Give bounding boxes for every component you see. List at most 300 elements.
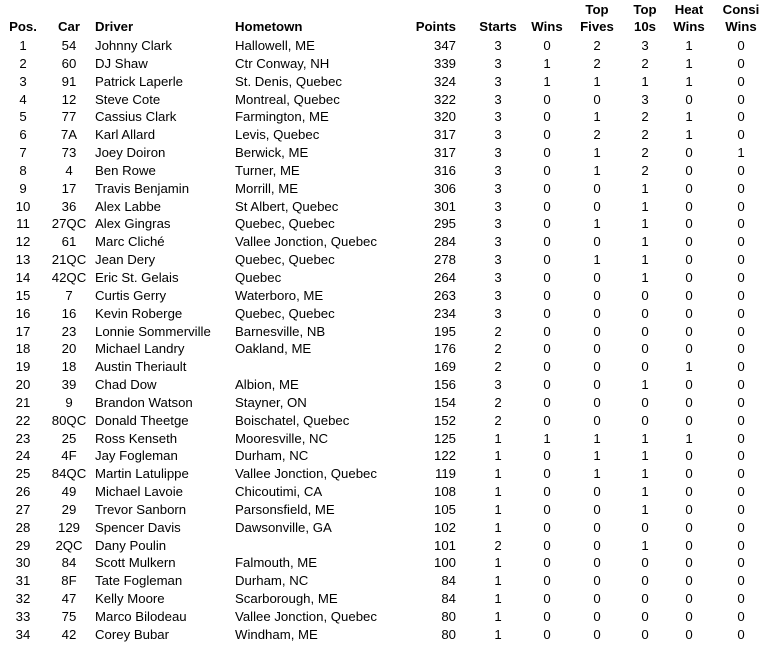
cell-starts: 3 bbox=[494, 38, 502, 53]
cell-heat-wins: 0 bbox=[685, 145, 693, 161]
cell-top-tens: 0 bbox=[641, 323, 649, 339]
cell-car: 20 bbox=[61, 341, 77, 357]
cell-pos: 30 bbox=[15, 555, 31, 571]
cell-top-tens: 0 bbox=[641, 394, 649, 410]
cell-driver: Steve Cote bbox=[95, 91, 161, 107]
cell-top-tens: 2 bbox=[641, 109, 649, 125]
cell-top-fives: 0 bbox=[593, 591, 601, 607]
cell-hometown: Dawsonville, GA bbox=[235, 519, 332, 535]
cell-heat-wins: 0 bbox=[685, 573, 693, 589]
cell-car: 8F bbox=[61, 573, 77, 589]
header-row bbox=[0, 0, 770, 37]
table-row bbox=[0, 519, 770, 537]
cell-hometown: Levis, Quebec bbox=[235, 127, 320, 143]
cell-car: 16 bbox=[61, 305, 77, 321]
cell-heat-wins: 0 bbox=[685, 555, 693, 571]
cell-consi-wins: 0 bbox=[737, 109, 745, 125]
cell-car: 129 bbox=[57, 519, 80, 535]
cell-wins: 0 bbox=[543, 180, 551, 196]
cell-top-fives: 1 bbox=[593, 109, 601, 125]
cell-car: 42 bbox=[61, 626, 77, 642]
table-row bbox=[0, 608, 770, 626]
cell-starts: 3 bbox=[494, 91, 502, 107]
cell-pos: 6 bbox=[19, 127, 27, 143]
cell-heat-wins: 0 bbox=[685, 609, 693, 624]
cell-top-fives: 0 bbox=[593, 377, 601, 393]
cell-top-fives: 0 bbox=[593, 484, 601, 500]
cell-top-fives: 0 bbox=[593, 305, 601, 321]
cell-top-tens: 0 bbox=[641, 287, 649, 303]
cell-heat-wins: 0 bbox=[685, 180, 693, 196]
header-heat-wins-line1: Heat bbox=[674, 2, 704, 17]
table-row bbox=[0, 287, 770, 305]
cell-heat-wins: 0 bbox=[685, 323, 693, 339]
header-top-tens bbox=[622, 1, 668, 35]
cell-heat-wins: 1 bbox=[685, 359, 693, 375]
cell-car: 75 bbox=[61, 609, 77, 624]
cell-starts: 3 bbox=[494, 198, 502, 214]
cell-wins: 0 bbox=[543, 305, 551, 321]
cell-wins: 0 bbox=[543, 127, 551, 143]
cell-consi-wins: 0 bbox=[737, 91, 745, 107]
table-row bbox=[0, 55, 770, 73]
cell-starts: 1 bbox=[494, 448, 502, 464]
cell-heat-wins: 0 bbox=[685, 412, 693, 428]
cell-driver: Marc Cliché bbox=[95, 234, 165, 250]
cell-car: 29 bbox=[61, 501, 77, 517]
cell-points: 317 bbox=[433, 127, 456, 143]
cell-pos: 2 bbox=[19, 55, 27, 71]
cell-consi-wins: 0 bbox=[737, 162, 745, 178]
cell-top-fives: 0 bbox=[593, 323, 601, 339]
cell-top-tens: 1 bbox=[641, 180, 649, 196]
cell-top-fives: 2 bbox=[593, 127, 601, 143]
cell-hometown: Quebec, Quebec bbox=[235, 216, 335, 232]
cell-car: 23 bbox=[61, 323, 77, 339]
cell-top-fives: 0 bbox=[593, 573, 601, 589]
cell-points: 347 bbox=[433, 38, 456, 53]
header-heat-wins-line2: Wins bbox=[673, 19, 705, 34]
cell-car: 9 bbox=[65, 394, 73, 410]
cell-heat-wins: 0 bbox=[685, 466, 693, 482]
cell-top-tens: 0 bbox=[641, 305, 649, 321]
cell-heat-wins: 0 bbox=[685, 216, 693, 232]
cell-points: 122 bbox=[433, 448, 456, 464]
cell-wins: 0 bbox=[543, 626, 551, 642]
cell-car: 7A bbox=[60, 127, 78, 143]
cell-car: 4F bbox=[61, 448, 77, 464]
table-row bbox=[0, 430, 770, 448]
cell-wins: 0 bbox=[543, 145, 551, 161]
cell-top-fives: 0 bbox=[593, 501, 601, 517]
cell-hometown: Mooresville, NC bbox=[235, 430, 329, 446]
cell-starts: 3 bbox=[494, 269, 502, 285]
cell-starts: 2 bbox=[494, 359, 502, 375]
cell-hometown: Durham, NC bbox=[235, 448, 309, 464]
cell-top-tens: 1 bbox=[641, 269, 649, 285]
cell-driver: Chad Dow bbox=[95, 377, 157, 393]
cell-driver: Ross Kenseth bbox=[95, 430, 178, 446]
cell-top-fives: 2 bbox=[593, 38, 601, 53]
cell-top-tens: 1 bbox=[641, 430, 649, 446]
cell-driver: Michael Landry bbox=[95, 341, 185, 357]
cell-wins: 0 bbox=[543, 269, 551, 285]
cell-pos: 9 bbox=[19, 180, 27, 196]
cell-pos: 20 bbox=[15, 377, 31, 393]
cell-top-tens: 1 bbox=[641, 466, 649, 482]
cell-driver: Martin Latulippe bbox=[95, 466, 189, 482]
cell-car: 7 bbox=[65, 287, 73, 303]
cell-car: 18 bbox=[61, 359, 77, 375]
cell-car: 84 bbox=[61, 555, 77, 571]
cell-top-tens: 0 bbox=[641, 341, 649, 357]
cell-driver: Alex Labbe bbox=[95, 198, 161, 214]
cell-pos: 16 bbox=[15, 305, 31, 321]
cell-wins: 0 bbox=[543, 252, 551, 268]
cell-pos: 4 bbox=[19, 91, 27, 107]
header-consi-wins-line2: Wins bbox=[725, 19, 757, 34]
table-row bbox=[0, 162, 770, 180]
cell-car: 61 bbox=[61, 234, 77, 250]
cell-consi-wins: 0 bbox=[737, 198, 745, 214]
cell-consi-wins: 0 bbox=[737, 287, 745, 303]
cell-car: 2QC bbox=[55, 537, 83, 553]
cell-heat-wins: 1 bbox=[685, 430, 693, 446]
cell-driver: Alex Gingras bbox=[95, 216, 171, 232]
cell-starts: 3 bbox=[494, 145, 502, 161]
table-row bbox=[0, 198, 770, 216]
cell-wins: 0 bbox=[543, 412, 551, 428]
cell-starts: 3 bbox=[494, 305, 502, 321]
cell-heat-wins: 1 bbox=[685, 73, 693, 89]
cell-starts: 1 bbox=[494, 555, 502, 571]
cell-wins: 0 bbox=[543, 198, 551, 214]
header-wins: Wins bbox=[531, 19, 563, 34]
cell-pos: 33 bbox=[15, 609, 31, 624]
cell-driver: Dany Poulin bbox=[95, 537, 167, 553]
cell-consi-wins: 0 bbox=[737, 216, 745, 232]
cell-hometown: Ctr Conway, NH bbox=[235, 55, 330, 71]
table-row bbox=[0, 251, 770, 269]
cell-consi-wins: 0 bbox=[737, 555, 745, 571]
cell-heat-wins: 0 bbox=[685, 448, 693, 464]
cell-hometown: Turner, ME bbox=[235, 162, 300, 178]
cell-top-tens: 1 bbox=[641, 377, 649, 393]
cell-hometown: Hallowell, ME bbox=[235, 38, 315, 53]
cell-points: 324 bbox=[433, 73, 456, 89]
cell-pos: 18 bbox=[15, 341, 31, 357]
cell-pos: 10 bbox=[15, 198, 31, 214]
cell-points: 339 bbox=[433, 55, 456, 71]
table-row bbox=[0, 554, 770, 572]
cell-top-tens: 0 bbox=[641, 412, 649, 428]
cell-heat-wins: 1 bbox=[685, 127, 693, 143]
table-row bbox=[0, 37, 770, 55]
cell-starts: 2 bbox=[494, 537, 502, 553]
cell-top-tens: 0 bbox=[641, 519, 649, 535]
cell-consi-wins: 0 bbox=[737, 359, 745, 375]
cell-hometown: Berwick, ME bbox=[235, 145, 309, 161]
cell-starts: 3 bbox=[494, 377, 502, 393]
cell-consi-wins: 1 bbox=[737, 145, 745, 161]
cell-car: 39 bbox=[61, 377, 77, 393]
cell-driver: Ben Rowe bbox=[95, 162, 156, 178]
cell-top-fives: 1 bbox=[593, 448, 601, 464]
cell-top-tens: 2 bbox=[641, 55, 649, 71]
cell-heat-wins: 0 bbox=[685, 198, 693, 214]
cell-top-fives: 0 bbox=[593, 341, 601, 357]
cell-consi-wins: 0 bbox=[737, 38, 745, 53]
header-pos: Pos. bbox=[9, 19, 37, 34]
cell-top-tens: 0 bbox=[641, 359, 649, 375]
cell-consi-wins: 0 bbox=[737, 466, 745, 482]
cell-top-tens: 0 bbox=[641, 609, 649, 624]
cell-top-fives: 0 bbox=[593, 234, 601, 250]
cell-top-fives: 1 bbox=[593, 216, 601, 232]
table-row bbox=[0, 340, 770, 358]
cell-driver: Spencer Davis bbox=[95, 519, 181, 535]
cell-hometown: Falmouth, ME bbox=[235, 555, 318, 571]
cell-top-fives: 0 bbox=[593, 609, 601, 624]
cell-wins: 0 bbox=[543, 109, 551, 125]
cell-heat-wins: 0 bbox=[685, 394, 693, 410]
cell-hometown: Chicoutimi, CA bbox=[235, 484, 323, 500]
cell-pos: 21 bbox=[15, 394, 31, 410]
cell-starts: 3 bbox=[494, 55, 502, 71]
cell-consi-wins: 0 bbox=[737, 609, 745, 624]
cell-starts: 3 bbox=[494, 127, 502, 143]
cell-wins: 0 bbox=[543, 394, 551, 410]
cell-top-tens: 0 bbox=[641, 573, 649, 589]
cell-wins: 0 bbox=[543, 287, 551, 303]
cell-starts: 3 bbox=[494, 180, 502, 196]
cell-driver: Tate Fogleman bbox=[95, 573, 183, 589]
cell-consi-wins: 0 bbox=[737, 448, 745, 464]
cell-points: 152 bbox=[433, 412, 456, 428]
cell-hometown: Oakland, ME bbox=[235, 341, 312, 357]
cell-driver: Eric St. Gelais bbox=[95, 269, 179, 285]
header-hometown: Hometown bbox=[235, 19, 303, 34]
cell-wins: 0 bbox=[543, 537, 551, 553]
cell-consi-wins: 0 bbox=[737, 323, 745, 339]
cell-wins: 0 bbox=[543, 162, 551, 178]
cell-top-fives: 0 bbox=[593, 269, 601, 285]
cell-car: 80QC bbox=[51, 412, 87, 428]
cell-consi-wins: 0 bbox=[737, 73, 745, 89]
cell-driver: Lonnie Sommerville bbox=[95, 323, 211, 339]
cell-top-fives: 1 bbox=[593, 466, 601, 482]
cell-pos: 15 bbox=[15, 287, 31, 303]
cell-points: 316 bbox=[433, 162, 456, 178]
cell-car: 47 bbox=[61, 591, 77, 607]
cell-points: 102 bbox=[433, 519, 456, 535]
cell-top-fives: 1 bbox=[593, 145, 601, 161]
cell-car: 36 bbox=[61, 198, 77, 214]
cell-starts: 3 bbox=[494, 109, 502, 125]
cell-points: 108 bbox=[433, 484, 456, 500]
cell-starts: 3 bbox=[494, 216, 502, 232]
cell-driver: Brandon Watson bbox=[95, 394, 193, 410]
cell-wins: 0 bbox=[543, 466, 551, 482]
cell-driver: DJ Shaw bbox=[95, 55, 148, 71]
header-starts: Starts bbox=[479, 19, 517, 34]
cell-hometown: Scarborough, ME bbox=[235, 591, 338, 607]
table-row bbox=[0, 144, 770, 162]
cell-wins: 0 bbox=[543, 448, 551, 464]
cell-pos: 26 bbox=[15, 484, 31, 500]
header-top-fives bbox=[574, 1, 620, 35]
cell-heat-wins: 0 bbox=[685, 377, 693, 393]
cell-wins: 1 bbox=[543, 55, 551, 71]
cell-starts: 2 bbox=[494, 323, 502, 339]
cell-consi-wins: 0 bbox=[737, 377, 745, 393]
cell-top-tens: 3 bbox=[641, 38, 649, 53]
cell-pos: 11 bbox=[16, 216, 30, 232]
header-top-tens-line2: 10s bbox=[633, 19, 656, 34]
cell-driver: Cassius Clark bbox=[95, 109, 177, 125]
cell-consi-wins: 0 bbox=[737, 252, 745, 268]
table-row bbox=[0, 537, 770, 555]
cell-pos: 34 bbox=[15, 626, 31, 642]
cell-points: 84 bbox=[441, 591, 456, 607]
cell-top-fives: 0 bbox=[593, 287, 601, 303]
cell-top-tens: 2 bbox=[641, 162, 649, 178]
cell-points: 105 bbox=[433, 501, 456, 517]
cell-pos: 3 bbox=[19, 73, 27, 89]
cell-pos: 29 bbox=[15, 537, 31, 553]
cell-wins: 0 bbox=[543, 519, 551, 535]
cell-top-tens: 1 bbox=[641, 448, 649, 464]
cell-consi-wins: 0 bbox=[737, 412, 745, 428]
cell-pos: 28 bbox=[15, 519, 31, 535]
cell-hometown: Montreal, Quebec bbox=[235, 91, 340, 107]
cell-driver: Marco Bilodeau bbox=[95, 609, 187, 624]
cell-top-fives: 0 bbox=[593, 198, 601, 214]
table-row bbox=[0, 323, 770, 341]
header-points: Points bbox=[415, 19, 456, 34]
cell-driver: Patrick Laperle bbox=[95, 73, 183, 89]
cell-driver: Donald Theetge bbox=[95, 412, 189, 428]
cell-heat-wins: 1 bbox=[685, 38, 693, 53]
cell-starts: 3 bbox=[494, 287, 502, 303]
cell-points: 320 bbox=[433, 109, 456, 125]
cell-starts: 1 bbox=[494, 609, 502, 624]
cell-driver: Austin Theriault bbox=[95, 359, 187, 375]
cell-driver: Curtis Gerry bbox=[95, 287, 167, 303]
cell-starts: 3 bbox=[494, 73, 502, 89]
table-row bbox=[0, 501, 770, 519]
cell-driver: Michael Lavoie bbox=[95, 484, 183, 500]
cell-car: 73 bbox=[61, 145, 77, 161]
cell-starts: 1 bbox=[494, 466, 502, 482]
cell-heat-wins: 0 bbox=[685, 537, 693, 553]
header-heat-wins bbox=[666, 1, 712, 35]
cell-heat-wins: 0 bbox=[685, 305, 693, 321]
cell-car: 42QC bbox=[51, 269, 87, 285]
cell-car: 17 bbox=[61, 180, 77, 196]
cell-driver: Joey Doiron bbox=[95, 145, 166, 161]
cell-heat-wins: 0 bbox=[685, 519, 693, 535]
cell-pos: 1 bbox=[19, 38, 27, 53]
cell-top-fives: 2 bbox=[593, 55, 601, 71]
cell-wins: 0 bbox=[543, 91, 551, 107]
cell-consi-wins: 0 bbox=[737, 626, 745, 642]
table-row bbox=[0, 376, 770, 394]
cell-consi-wins: 0 bbox=[737, 341, 745, 357]
cell-top-fives: 0 bbox=[593, 394, 601, 410]
cell-points: 322 bbox=[433, 91, 456, 107]
cell-hometown: St. Denis, Quebec bbox=[235, 73, 343, 89]
cell-wins: 0 bbox=[543, 609, 551, 624]
cell-car: 27QC bbox=[51, 216, 87, 232]
cell-top-fives: 0 bbox=[593, 626, 601, 642]
cell-heat-wins: 0 bbox=[685, 269, 693, 285]
cell-hometown: Parsonsfield, ME bbox=[235, 501, 335, 517]
cell-starts: 1 bbox=[494, 484, 502, 500]
cell-top-tens: 0 bbox=[641, 555, 649, 571]
cell-driver: Trevor Sanborn bbox=[95, 501, 187, 517]
cell-consi-wins: 0 bbox=[737, 127, 745, 143]
cell-starts: 1 bbox=[494, 430, 502, 446]
cell-top-fives: 0 bbox=[593, 180, 601, 196]
cell-points: 156 bbox=[433, 377, 456, 393]
cell-heat-wins: 1 bbox=[685, 55, 693, 71]
cell-hometown: Barnesville, NB bbox=[235, 323, 326, 339]
cell-points: 125 bbox=[433, 430, 456, 446]
cell-top-fives: 0 bbox=[593, 412, 601, 428]
cell-driver: Corey Bubar bbox=[95, 626, 170, 642]
cell-pos: 13 bbox=[15, 252, 31, 268]
cell-starts: 1 bbox=[494, 501, 502, 517]
cell-car: 91 bbox=[61, 73, 77, 89]
cell-top-tens: 1 bbox=[641, 484, 649, 500]
cell-pos: 7 bbox=[19, 145, 27, 161]
cell-points: 84 bbox=[441, 573, 456, 589]
cell-wins: 0 bbox=[543, 555, 551, 571]
cell-wins: 0 bbox=[543, 359, 551, 375]
cell-hometown: Boischatel, Quebec bbox=[235, 412, 350, 428]
cell-points: 234 bbox=[433, 305, 456, 321]
cell-pos: 5 bbox=[19, 109, 27, 125]
cell-car: 84QC bbox=[51, 466, 87, 482]
cell-consi-wins: 0 bbox=[737, 305, 745, 321]
header-consi-wins-line1: Consi bbox=[722, 2, 760, 17]
cell-consi-wins: 0 bbox=[737, 180, 745, 196]
cell-hometown: Morrill, ME bbox=[235, 180, 299, 196]
cell-heat-wins: 0 bbox=[685, 287, 693, 303]
cell-consi-wins: 0 bbox=[737, 537, 745, 553]
cell-wins: 0 bbox=[543, 216, 551, 232]
cell-wins: 0 bbox=[543, 377, 551, 393]
cell-heat-wins: 0 bbox=[685, 591, 693, 607]
cell-top-tens: 1 bbox=[641, 501, 649, 517]
cell-driver: Kelly Moore bbox=[95, 591, 165, 607]
cell-points: 301 bbox=[433, 198, 456, 214]
cell-top-tens: 1 bbox=[641, 73, 649, 89]
cell-top-fives: 1 bbox=[593, 73, 601, 89]
cell-pos: 12 bbox=[15, 234, 31, 250]
cell-consi-wins: 0 bbox=[737, 234, 745, 250]
cell-points: 100 bbox=[433, 555, 456, 571]
table-row bbox=[0, 483, 770, 501]
cell-starts: 3 bbox=[494, 252, 502, 268]
cell-points: 263 bbox=[433, 287, 456, 303]
cell-consi-wins: 0 bbox=[737, 501, 745, 517]
cell-wins: 0 bbox=[543, 484, 551, 500]
cell-driver: Johnny Clark bbox=[95, 38, 172, 53]
cell-heat-wins: 0 bbox=[685, 484, 693, 500]
cell-top-tens: 3 bbox=[641, 91, 649, 107]
